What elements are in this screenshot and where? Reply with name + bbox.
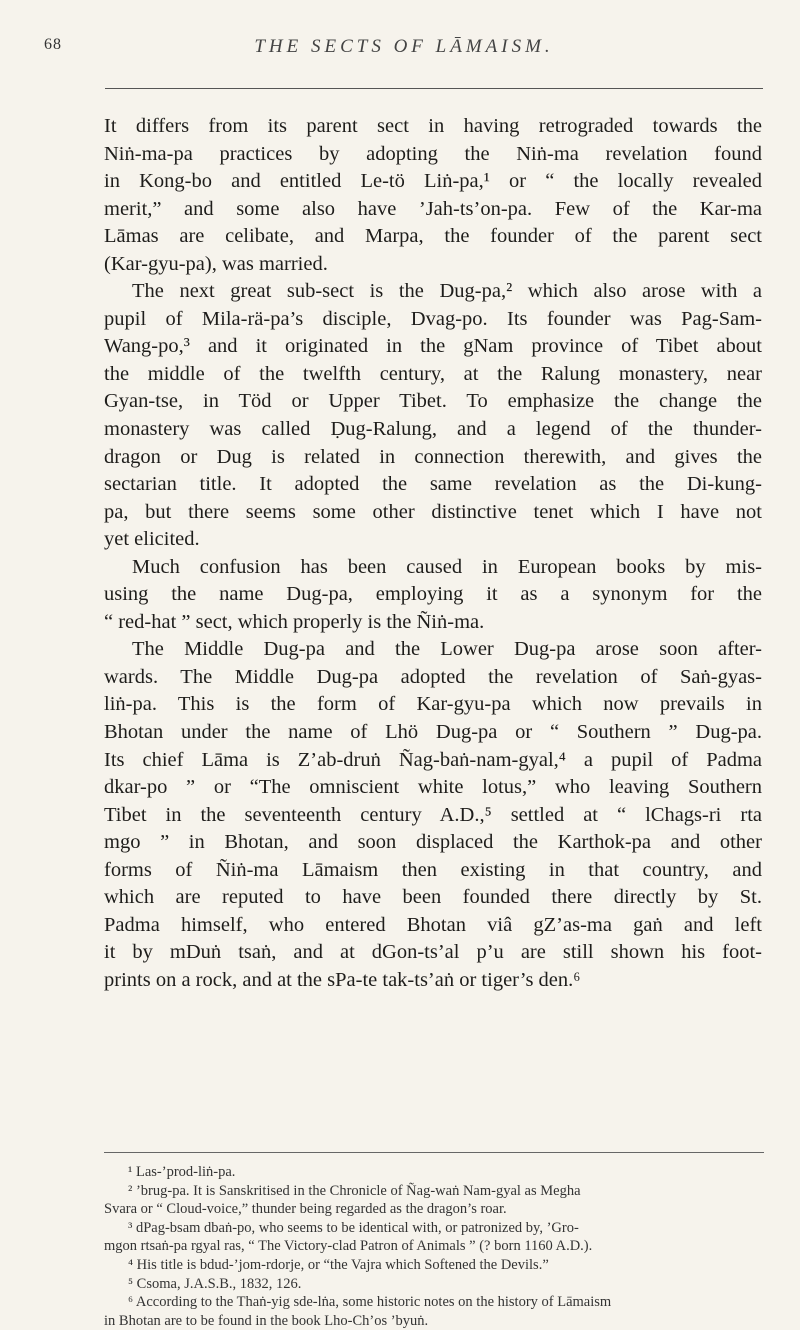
text-line: in Kong-bo and entitled Le-tö Liṅ-pa,¹ or “ the locally revealed: [104, 170, 762, 193]
footnote-continuation: in Bhotan are to be found in the book Lho-Ch’os ’byuṅ.: [104, 1312, 429, 1329]
text-line: dkar-po ” or “The omniscient white lotus,” who leaving Southern: [104, 776, 762, 799]
paragraph-start-line: Much confusion has been caused in European books by mis-: [132, 555, 762, 578]
page-number: 68: [44, 36, 62, 53]
footnote: ⁵ Csoma, J.A.S.B., 1832, 126.: [128, 1275, 302, 1292]
running-title: THE SECTS OF LĀMAISM.: [254, 36, 554, 57]
text-line: sectarian title. It adopted the same revelation as the Di-kung-: [104, 473, 762, 496]
text-line: Niṅ-ma-pa practices by adopting the Niṅ-ma revelation found: [104, 142, 762, 165]
footnote: ² ’brug-pa. It is Sanskritised in the Chronicle of Ñag-waṅ Nam-gyal as Megha: [128, 1182, 581, 1199]
text-line: monastery was called Ḍug-Ralung, and a legend of the thunder-: [104, 418, 762, 441]
text-line: pupil of Mila-rä-pa’s disciple, Dvag-po. Its founder was Pag-Sam-: [104, 307, 762, 330]
text-line: Gyan-tse, in Töd or Upper Tibet. To emphasize the change the: [104, 390, 762, 413]
text-line: “ red-hat ” sect, which properly is the Ñiṅ-ma.: [104, 610, 485, 633]
footnote-rule: [104, 1152, 764, 1153]
paragraph-start-line: The Middle Dug-pa and the Lower Dug-pa arose soon after-: [132, 638, 762, 661]
page-header: [44, 36, 764, 66]
text-line: merit,” and some also have ’Jah-ts’on-pa. Few of the Kar-ma: [104, 197, 762, 220]
text-line: using the name Dug-pa, employing it as a synonym for the: [104, 583, 762, 606]
text-line: Bhotan under the name of Lhö Dug-pa or “ Southern ” Dug-pa.: [104, 721, 762, 744]
text-line: forms of Ñiṅ-ma Lāmaism then existing in that country, and: [104, 858, 762, 881]
footnote: ⁴ His title is bdud-’jom-rdorje, or “the Vajra which Softened the Devils.”: [128, 1256, 549, 1273]
text-line: which are reputed to have been founded there directly by St.: [104, 886, 762, 909]
text-line: Its chief Lāma is Z’ab-druṅ Ñag-baṅ-nam-gyal,⁴ a pupil of Padma: [104, 748, 762, 771]
text-line: liṅ-pa. This is the form of Kar-gyu-pa which now prevails in: [104, 693, 762, 716]
footnote: ⁶ According to the Thaṅ-yig sde-lṅa, some historic notes on the history of Lāmaism: [128, 1294, 612, 1311]
text-line: prints on a rock, and at the sPa-te tak-ts’aṅ or tiger’s den.⁶: [104, 968, 581, 991]
text-line: dragon or Dug is related in connection therewith, and gives the: [104, 445, 762, 468]
text-line: It differs from its parent sect in having retrograded towards the: [104, 115, 762, 137]
text-line: the middle of the twelfth century, at the Ralung monastery, near: [104, 362, 762, 385]
text-line: Wang-po,³ and it originated in the gNam province of Tibet about: [104, 335, 762, 358]
paragraph-start-line: The next great sub-sect is the Dug-pa,² which also arose with a: [132, 280, 762, 303]
text-line: pa, but there seems some other distinctive tenet which I have not: [104, 500, 762, 523]
main-text: [104, 113, 762, 995]
text-line: Lāmas are celibate, and Marpa, the founder of the parent sect: [104, 225, 762, 248]
text-line: wards. The Middle Dug-pa adopted the revelation of Saṅ-gyas-: [104, 665, 762, 688]
footnote: ¹ Las-’prod-liṅ-pa.: [128, 1164, 236, 1180]
text-line: yet elicited.: [104, 528, 200, 551]
header-rule: [105, 88, 763, 89]
text-line: Tibet in the seventeenth century A.D.,⁵ settled at “ lChags-ri rta: [104, 803, 762, 826]
text-line: mgo ” in Bhotan, and soon displaced the Karthok-pa and other: [104, 831, 762, 854]
footnotes: [104, 1163, 764, 1330]
footnote: ³ dPag-bsam dbaṅ-po, who seems to be identical with, or patronized by, ’Gro-: [128, 1219, 579, 1236]
text-line: Padma himself, who entered Bhotan viâ gZ’as-ma gaṅ and left: [104, 913, 762, 936]
footnote-continuation: Svara or “ Cloud-voice,” thunder being regarded as the dragon’s roar.: [104, 1201, 507, 1218]
footnote-continuation: mgon rtsaṅ-pa rgyal ras, “ The Victory-clad Patron of Animals ” (? born 1160 A.D.).: [104, 1238, 593, 1255]
text-line: (Kar-gyu-pa), was married.: [104, 252, 328, 275]
text-line: it by mDuṅ tsaṅ, and at dGon-ts’al p’u are still shown his foot-: [104, 941, 762, 964]
